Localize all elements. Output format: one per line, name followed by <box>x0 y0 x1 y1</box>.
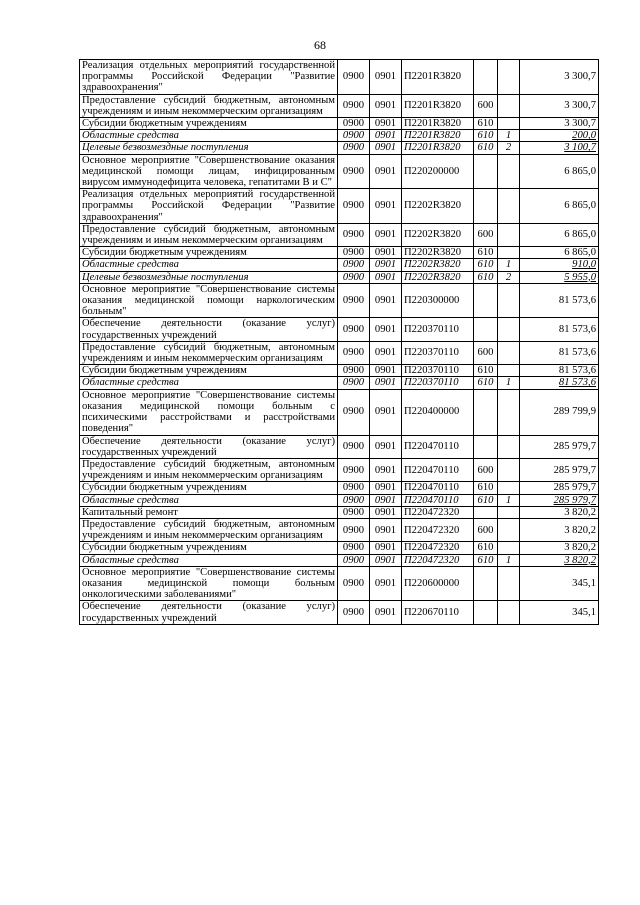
funding-source-code: 1 <box>498 259 520 271</box>
funding-source-code <box>498 283 520 318</box>
department-code: 0900 <box>338 566 370 601</box>
table-row <box>80 377 599 389</box>
department-code: 0900 <box>338 506 370 518</box>
section-code: 0901 <box>370 318 402 341</box>
expense-type-code: 610 <box>474 542 498 554</box>
amount: 6 865,0 <box>520 154 599 189</box>
row-name: Целевые безвозмездные поступления <box>80 271 338 283</box>
expense-type-code: 610 <box>474 271 498 283</box>
department-code: 0900 <box>338 435 370 458</box>
table-row <box>80 154 599 189</box>
funding-source-code <box>498 223 520 246</box>
row-name: Предоставление субсидий бюджетным, автономным учреждениям и иным некоммерческим организациям <box>80 94 338 117</box>
funding-source-code <box>498 118 520 130</box>
target-article-code: П220470110 <box>402 458 474 481</box>
target-article-code: П2202R3820 <box>402 271 474 283</box>
target-article-code: П220472320 <box>402 518 474 541</box>
table-row <box>80 542 599 554</box>
funding-source-code: 1 <box>498 130 520 142</box>
department-code: 0900 <box>338 189 370 224</box>
amount: 5 955,0 <box>520 271 599 283</box>
funding-source-code <box>498 566 520 601</box>
amount: 81 573,6 <box>520 377 599 389</box>
page-number: 68 <box>314 38 326 52</box>
department-code: 0900 <box>338 94 370 117</box>
department-code: 0900 <box>338 458 370 481</box>
section-code: 0901 <box>370 271 402 283</box>
department-code: 0900 <box>338 389 370 435</box>
table-row <box>80 365 599 377</box>
expense-type-code <box>474 60 498 95</box>
target-article-code: П2201R3820 <box>402 60 474 95</box>
table-row <box>80 189 599 224</box>
funding-source-code <box>498 435 520 458</box>
amount: 285 979,7 <box>520 494 599 506</box>
section-code: 0901 <box>370 259 402 271</box>
funding-source-code <box>498 247 520 259</box>
target-article-code: П2201R3820 <box>402 94 474 117</box>
expense-type-code: 610 <box>474 142 498 154</box>
amount: 289 799,9 <box>520 389 599 435</box>
row-name: Основное мероприятие "Совершенствование системы оказания медицинской помощи больным онкологическими заболеваниями" <box>80 566 338 601</box>
table-row <box>80 601 599 624</box>
section-code: 0901 <box>370 506 402 518</box>
target-article-code: П220472320 <box>402 506 474 518</box>
funding-source-code <box>498 341 520 364</box>
funding-source-code: 1 <box>498 554 520 566</box>
table-row <box>80 259 599 271</box>
section-code: 0901 <box>370 377 402 389</box>
expense-type-code: 600 <box>474 341 498 364</box>
row-name: Обеспечение деятельности (оказание услуг) государственных учреждений <box>80 318 338 341</box>
amount: 6 865,0 <box>520 247 599 259</box>
table-row <box>80 458 599 481</box>
department-code: 0900 <box>338 482 370 494</box>
target-article-code: П220470110 <box>402 482 474 494</box>
row-name: Обеспечение деятельности (оказание услуг) государственных учреждений <box>80 601 338 624</box>
department-code: 0900 <box>338 118 370 130</box>
section-code: 0901 <box>370 435 402 458</box>
expense-type-code <box>474 601 498 624</box>
table-row <box>80 518 599 541</box>
row-name: Субсидии бюджетным учреждениям <box>80 365 338 377</box>
table-row <box>80 494 599 506</box>
expense-type-code: 610 <box>474 130 498 142</box>
expense-type-code <box>474 283 498 318</box>
row-name: Предоставление субсидий бюджетным, автономным учреждениям и иным некоммерческим организациям <box>80 518 338 541</box>
department-code: 0900 <box>338 283 370 318</box>
section-code: 0901 <box>370 542 402 554</box>
amount: 285 979,7 <box>520 435 599 458</box>
amount: 81 573,6 <box>520 318 599 341</box>
table-row <box>80 566 599 601</box>
department-code: 0900 <box>338 377 370 389</box>
section-code: 0901 <box>370 247 402 259</box>
section-code: 0901 <box>370 118 402 130</box>
row-name: Капитальный ремонт <box>80 506 338 518</box>
row-name: Субсидии бюджетным учреждениям <box>80 247 338 259</box>
target-article-code: П2202R3820 <box>402 223 474 246</box>
amount: 81 573,6 <box>520 365 599 377</box>
section-code: 0901 <box>370 341 402 364</box>
target-article-code: П2202R3820 <box>402 247 474 259</box>
expense-type-code <box>474 189 498 224</box>
funding-source-code <box>498 601 520 624</box>
row-name: Основное мероприятие "Совершенствование системы оказания медицинской помощи наркологическим больным" <box>80 283 338 318</box>
section-code: 0901 <box>370 482 402 494</box>
amount: 200,0 <box>520 130 599 142</box>
target-article-code: П220370110 <box>402 341 474 364</box>
target-article-code: П220600000 <box>402 566 474 601</box>
expense-type-code: 610 <box>474 365 498 377</box>
row-name: Основное мероприятие "Совершенствование оказания медицинской помощи лицам, инфицированным вирусом иммунодефицита человека, гепатитами В и С" <box>80 154 338 189</box>
department-code: 0900 <box>338 601 370 624</box>
department-code: 0900 <box>338 247 370 259</box>
expense-type-code: 610 <box>474 482 498 494</box>
funding-source-code <box>498 189 520 224</box>
amount: 6 865,0 <box>520 223 599 246</box>
amount: 3 300,7 <box>520 118 599 130</box>
expense-type-code <box>474 318 498 341</box>
department-code: 0900 <box>338 341 370 364</box>
section-code: 0901 <box>370 518 402 541</box>
funding-source-code: 2 <box>498 142 520 154</box>
expense-type-code <box>474 435 498 458</box>
table-row <box>80 130 599 142</box>
table-row <box>80 341 599 364</box>
target-article-code: П220400000 <box>402 389 474 435</box>
target-article-code: П220470110 <box>402 435 474 458</box>
table-row <box>80 506 599 518</box>
expense-type-code <box>474 566 498 601</box>
expense-type-code: 600 <box>474 223 498 246</box>
funding-source-code <box>498 518 520 541</box>
funding-source-code: 1 <box>498 377 520 389</box>
table-row <box>80 60 599 95</box>
target-article-code: П220470110 <box>402 494 474 506</box>
department-code: 0900 <box>338 142 370 154</box>
department-code: 0900 <box>338 554 370 566</box>
amount: 345,1 <box>520 566 599 601</box>
target-article-code: П2202R3820 <box>402 189 474 224</box>
expense-type-code: 610 <box>474 554 498 566</box>
department-code: 0900 <box>338 494 370 506</box>
target-article-code: П2202R3820 <box>402 259 474 271</box>
table-row <box>80 247 599 259</box>
department-code: 0900 <box>338 365 370 377</box>
target-article-code: П220472320 <box>402 542 474 554</box>
target-article-code: П220370110 <box>402 318 474 341</box>
expense-type-code <box>474 506 498 518</box>
budget-table <box>79 59 599 625</box>
row-name: Предоставление субсидий бюджетным, автономным учреждениям и иным некоммерческим организациям <box>80 458 338 481</box>
funding-source-code <box>498 389 520 435</box>
table-row <box>80 223 599 246</box>
funding-source-code <box>498 318 520 341</box>
department-code: 0900 <box>338 60 370 95</box>
expense-type-code <box>474 154 498 189</box>
department-code: 0900 <box>338 154 370 189</box>
row-name: Предоставление субсидий бюджетным, автономным учреждениям и иным некоммерческим организациям <box>80 341 338 364</box>
table-row <box>80 389 599 435</box>
table-row <box>80 94 599 117</box>
section-code: 0901 <box>370 223 402 246</box>
row-name: Областные средства <box>80 259 338 271</box>
amount: 3 820,2 <box>520 542 599 554</box>
expense-type-code: 610 <box>474 259 498 271</box>
amount: 3 820,2 <box>520 506 599 518</box>
row-name: Предоставление субсидий бюджетным, автономным учреждениям и иным некоммерческим организациям <box>80 223 338 246</box>
target-article-code: П220370110 <box>402 377 474 389</box>
row-name: Субсидии бюджетным учреждениям <box>80 118 338 130</box>
section-code: 0901 <box>370 154 402 189</box>
table-row <box>80 118 599 130</box>
table-row <box>80 482 599 494</box>
funding-source-code: 1 <box>498 494 520 506</box>
amount: 81 573,6 <box>520 283 599 318</box>
amount: 3 300,7 <box>520 60 599 95</box>
target-article-code: П220300000 <box>402 283 474 318</box>
section-code: 0901 <box>370 566 402 601</box>
target-article-code: П220370110 <box>402 365 474 377</box>
funding-source-code <box>498 482 520 494</box>
department-code: 0900 <box>338 271 370 283</box>
funding-source-code <box>498 154 520 189</box>
funding-source-code <box>498 542 520 554</box>
target-article-code: П2201R3820 <box>402 130 474 142</box>
section-code: 0901 <box>370 554 402 566</box>
row-name: Областные средства <box>80 554 338 566</box>
funding-source-code <box>498 60 520 95</box>
section-code: 0901 <box>370 601 402 624</box>
amount: 285 979,7 <box>520 482 599 494</box>
funding-source-code: 2 <box>498 271 520 283</box>
funding-source-code <box>498 458 520 481</box>
section-code: 0901 <box>370 130 402 142</box>
funding-source-code <box>498 94 520 117</box>
expense-type-code <box>474 389 498 435</box>
target-article-code: П220472320 <box>402 554 474 566</box>
row-name: Основное мероприятие "Совершенствование системы оказания медицинской помощи больным с психическими расстройствами и расстройствами поведения" <box>80 389 338 435</box>
amount: 285 979,7 <box>520 458 599 481</box>
amount: 6 865,0 <box>520 189 599 224</box>
section-code: 0901 <box>370 458 402 481</box>
expense-type-code: 600 <box>474 518 498 541</box>
expense-type-code: 600 <box>474 458 498 481</box>
department-code: 0900 <box>338 318 370 341</box>
table-row <box>80 283 599 318</box>
amount: 3 300,7 <box>520 94 599 117</box>
amount: 3 820,2 <box>520 518 599 541</box>
expense-type-code: 600 <box>474 94 498 117</box>
department-code: 0900 <box>338 542 370 554</box>
row-name: Областные средства <box>80 377 338 389</box>
department-code: 0900 <box>338 223 370 246</box>
table-row <box>80 318 599 341</box>
department-code: 0900 <box>338 518 370 541</box>
section-code: 0901 <box>370 142 402 154</box>
row-name: Субсидии бюджетным учреждениям <box>80 542 338 554</box>
expense-type-code: 610 <box>474 118 498 130</box>
amount: 3 820,2 <box>520 554 599 566</box>
target-article-code: П220670110 <box>402 601 474 624</box>
section-code: 0901 <box>370 389 402 435</box>
target-article-code: П2201R3820 <box>402 118 474 130</box>
row-name: Субсидии бюджетным учреждениям <box>80 482 338 494</box>
funding-source-code <box>498 506 520 518</box>
expense-type-code: 610 <box>474 494 498 506</box>
funding-source-code <box>498 365 520 377</box>
row-name: Областные средства <box>80 494 338 506</box>
table-row <box>80 435 599 458</box>
section-code: 0901 <box>370 365 402 377</box>
department-code: 0900 <box>338 130 370 142</box>
table-row <box>80 271 599 283</box>
section-code: 0901 <box>370 94 402 117</box>
row-name: Областные средства <box>80 130 338 142</box>
target-article-code: П220200000 <box>402 154 474 189</box>
section-code: 0901 <box>370 60 402 95</box>
row-name: Реализация отдельных мероприятий государственной программы Российской Федерации "Развитие здравоохранения" <box>80 60 338 95</box>
table-row <box>80 142 599 154</box>
expense-type-code: 610 <box>474 247 498 259</box>
budget-table-body <box>80 60 599 625</box>
row-name: Реализация отдельных мероприятий государственной программы Российской Федерации "Развитие здравоохранения" <box>80 189 338 224</box>
amount: 910,0 <box>520 259 599 271</box>
amount: 345,1 <box>520 601 599 624</box>
row-name: Обеспечение деятельности (оказание услуг) государственных учреждений <box>80 435 338 458</box>
row-name: Целевые безвозмездные поступления <box>80 142 338 154</box>
amount: 81 573,6 <box>520 341 599 364</box>
section-code: 0901 <box>370 283 402 318</box>
expense-type-code: 610 <box>474 377 498 389</box>
target-article-code: П2201R3820 <box>402 142 474 154</box>
department-code: 0900 <box>338 259 370 271</box>
section-code: 0901 <box>370 494 402 506</box>
section-code: 0901 <box>370 189 402 224</box>
amount: 3 100,7 <box>520 142 599 154</box>
table-row <box>80 554 599 566</box>
